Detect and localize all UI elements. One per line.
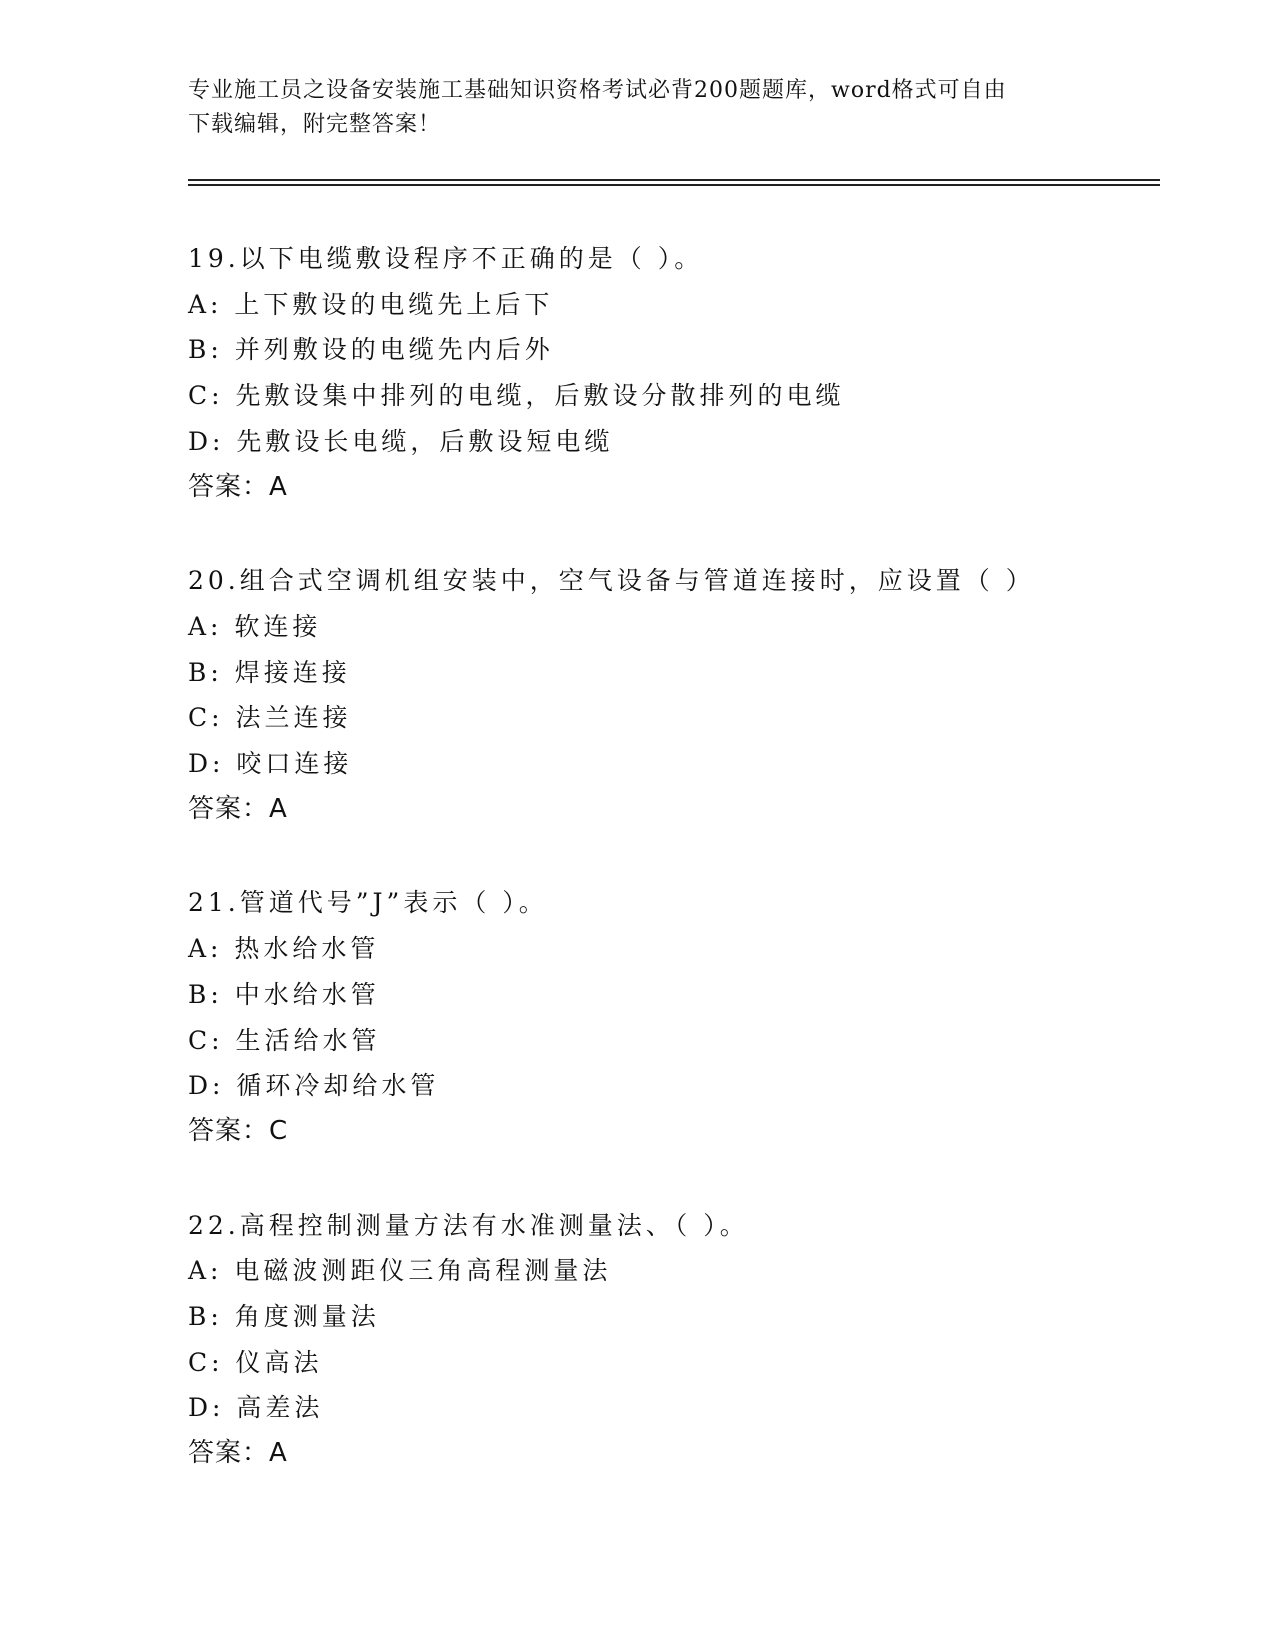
option-c: C: 生活给水管 xyxy=(188,1025,381,1055)
option-d: D: 高差法 xyxy=(188,1393,324,1423)
option-d: D: 咬口连接 xyxy=(188,749,353,779)
question-list xyxy=(188,236,1168,1525)
option-c: C: 法兰连接 xyxy=(188,703,352,733)
question-stem: 19.以下电缆敷设程序不正确的是（ ）。 xyxy=(188,244,704,273)
question-stem: 22.高程控制测量方法有水准测量法、（ ）。 xyxy=(188,1210,749,1240)
answer-line: 答案：A xyxy=(188,471,288,502)
question-19 xyxy=(188,236,1168,510)
option-d: D: 先敷设长电缆，后敷设短电缆 xyxy=(188,426,614,456)
option-b: B: 并列敷设的电缆先内后外 xyxy=(188,335,554,365)
question-21 xyxy=(188,880,1168,1154)
answer-line: 答案：A xyxy=(188,793,288,824)
question-20 xyxy=(188,558,1168,832)
question-stem: 21.管道代号”J”表示（ ）。 xyxy=(188,888,548,918)
option-a: A: 上下敷设的电缆先上后下 xyxy=(188,289,554,319)
header-divider-bottom xyxy=(188,184,1160,186)
header-line-2: 下载编辑，附完整答案！ xyxy=(188,112,442,137)
option-b: B: 中水给水管 xyxy=(188,979,380,1009)
question-stem: 20.组合式空调机组安装中，空气设备与管道连接时，应设置（ ） xyxy=(188,566,1035,596)
option-c: C: 仪高法 xyxy=(188,1347,323,1377)
option-a: A: 热水给水管 xyxy=(188,934,380,964)
question-22 xyxy=(188,1203,1168,1477)
option-a: A: 软连接 xyxy=(188,611,322,641)
header-divider-top xyxy=(188,179,1160,181)
answer-line: 答案：A xyxy=(188,1438,288,1469)
option-c: C: 先敷设集中排列的电缆，后敷设分散排列的电缆 xyxy=(188,381,845,411)
option-a: A: 电磁波测距仪三角高程测量法 xyxy=(188,1256,612,1286)
option-d: D: 循环冷却给水管 xyxy=(188,1071,440,1101)
header-line-1: 专业施工员之设备安装施工基础知识资格考试必背200题题库，word格式可自由 xyxy=(188,78,1007,103)
option-b: B: 角度测量法 xyxy=(188,1302,380,1332)
option-b: B: 焊接连接 xyxy=(188,657,351,687)
answer-line: 答案：C xyxy=(188,1115,289,1146)
document-header xyxy=(188,74,1088,142)
